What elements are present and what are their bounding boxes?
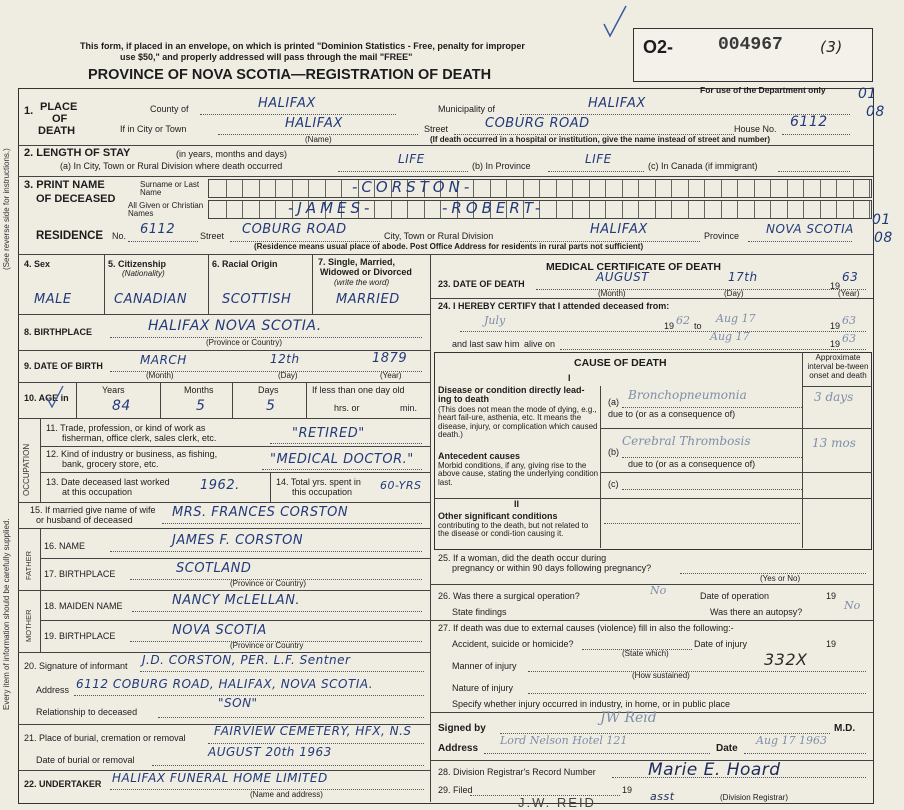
- name-grid-cell-divider: [539, 180, 540, 197]
- name-grid-cell-divider: [737, 201, 738, 218]
- name-grid-cell-divider: [440, 201, 441, 218]
- attended-to-label: to: [694, 321, 702, 331]
- occ-13-label-b: at this occupation: [62, 487, 133, 497]
- name-grid-cell-divider: [572, 201, 573, 218]
- injury-yr-prefix: 19: [826, 639, 837, 649]
- dob-year-sub: (Year): [380, 371, 402, 380]
- given-name-1: -JAMES-: [288, 199, 374, 217]
- name-grid-cell-divider: [242, 201, 243, 218]
- occ-11-label-a: 11. Trade, profession, or kind of work as: [46, 423, 206, 433]
- undertaker-label: 22. UNDERTAKER: [24, 779, 102, 789]
- md-label: M.D.: [834, 723, 856, 734]
- operation-yr-prefix: 19: [826, 591, 837, 601]
- accident-label: Accident, suicide or homicide?: [452, 639, 574, 649]
- division-registrar-label: (Division Registrar): [720, 793, 789, 802]
- name-grid-cell-divider: [704, 201, 705, 218]
- name-grid-cell-divider: [622, 180, 623, 197]
- occ-14-label-b: this occupation: [292, 487, 353, 497]
- name-grid-cell-divider: [374, 201, 375, 218]
- signer-address: Lord Nelson Hotel 121: [500, 734, 628, 747]
- dob-month: MARCH: [140, 353, 187, 367]
- alive-label-2: alive on: [524, 339, 556, 349]
- cause-title: CAUSE OF DEATH: [574, 357, 667, 369]
- name-grid-cell-divider: [688, 180, 689, 197]
- age-months-label: Months: [184, 385, 214, 395]
- name-grid-cell-divider: [605, 180, 606, 197]
- father-birthplace-value: SCOTLAND: [176, 561, 252, 576]
- municipality-value: HALIFAX: [588, 96, 646, 111]
- residence-city-label: City, Town or Rural Division: [384, 231, 494, 241]
- death-day-sub: (Day): [724, 289, 744, 298]
- city-name-sub: (Name): [305, 135, 332, 144]
- house-label: House No.: [734, 124, 777, 134]
- medical-title: MEDICAL CERTIFICATE OF DEATH: [546, 261, 721, 273]
- residence-city: HALIFAX: [590, 222, 648, 237]
- name-grid-cell-divider: [853, 180, 854, 197]
- residence-street: COBURG ROAD: [242, 222, 347, 237]
- father-birthplace-label: 17. BIRTHPLACE: [44, 569, 116, 579]
- spouse-value: MRS. FRANCES CORSTON: [172, 505, 349, 520]
- name-grid-cell-divider: [638, 201, 639, 218]
- name-grid-cell-divider: [523, 180, 524, 197]
- death-year-prefix: 19: [830, 281, 841, 291]
- stay-label-sub: (in years, months and days): [176, 149, 288, 159]
- place-label-3: DEATH: [38, 125, 76, 137]
- specify-label: Specify whether injury occurred in industry, in home, or in public place: [452, 699, 730, 709]
- stay-label: 2. LENGTH OF STAY: [24, 147, 131, 159]
- citizen-label: 5. Citizenship: [108, 259, 167, 269]
- attended-yr1-prefix: 19: [664, 321, 675, 331]
- name-grid-cell-divider: [721, 180, 722, 197]
- age-days-label: Days: [258, 385, 279, 395]
- autopsy-label: Was there an autopsy?: [710, 607, 803, 617]
- occ-14-label-a: 14. Total yrs. spent in: [276, 477, 361, 487]
- operation-date-label: Date of operation: [700, 591, 770, 601]
- sex-label: 4. Sex: [24, 259, 51, 269]
- name-grid-cell-divider: [655, 180, 656, 197]
- county-value: HALIFAX: [258, 96, 316, 111]
- age-lt-day-label: If less than one day old: [312, 385, 405, 395]
- name-grid-cell-divider: [770, 180, 771, 197]
- residence-no-label: No.: [112, 231, 127, 241]
- name-grid-cell-divider: [836, 201, 837, 218]
- name-grid-cell-divider: [737, 180, 738, 197]
- cause-roman-1: I: [568, 373, 571, 383]
- direct-cause-note: (This does not mean the mode of dying, e.g., heart fail-ure, asthenia, etc. It means the disease, injury, or complication which caused death.): [438, 405, 598, 440]
- how-sustained-label: (How sustained): [632, 671, 690, 680]
- name-grid-cell-divider: [622, 201, 623, 218]
- informant-value: J.D. CORSTON, PER. L.F. Sentner: [142, 653, 351, 667]
- stay-a-label: (a) In City, Town or Rural Division where death occurred: [60, 161, 283, 171]
- informant-address-label: Address: [36, 685, 70, 695]
- mother-birthplace-label: 19. BIRTHPLACE: [44, 631, 116, 641]
- name-grid-cell-divider: [292, 180, 293, 197]
- cause-a-label: (a): [608, 397, 619, 407]
- death-month-sub: (Month): [598, 289, 626, 298]
- residence-street-label: Street: [200, 231, 225, 241]
- pregnancy-label-b: pregnancy or within 90 days following pregnancy?: [452, 563, 652, 573]
- name-grid-cell-divider: [803, 201, 804, 218]
- dob-day: 12th: [270, 352, 300, 366]
- due-to-a: due to (or as a consequence of): [608, 409, 736, 419]
- marital-label-2: Widowed or Divorced: [320, 267, 412, 277]
- record-number-label: 28. Division Registrar's Record Number: [438, 767, 596, 777]
- occ-13-value: 1962.: [200, 478, 240, 493]
- name-grid-cell-divider: [308, 180, 309, 197]
- check-mark-icon: [600, 4, 630, 40]
- external-causes-label: 27. If death was due to external causes (violence) fill in also the following:-: [438, 623, 734, 633]
- attended-from: July: [484, 314, 506, 327]
- birthplace-label: 8. BIRTHPLACE: [24, 327, 93, 337]
- mother-maiden-value: NANCY McLELLAN.: [172, 593, 301, 608]
- mother-side-label: MOTHER: [24, 609, 33, 642]
- stamp-number: 332X: [764, 650, 808, 669]
- dob-label: 9. DATE OF BIRTH: [24, 361, 103, 371]
- occ-12-label-a: 12. Kind of industry or business, as fishing,: [46, 449, 218, 459]
- burial-value: FAIRVIEW CEMETERY, HFX, N.S: [214, 724, 412, 738]
- filed-label: 29. Filed: [438, 785, 473, 795]
- age-min-label: min.: [400, 403, 418, 413]
- due-to-b: due to (or as a consequence of): [628, 459, 756, 469]
- pregnancy-yes-no: (Yes or No): [760, 574, 801, 583]
- name-grid-cell-divider: [787, 180, 788, 197]
- name-grid-cell-divider: [259, 201, 260, 218]
- birthplace-sub: (Province or Country): [206, 338, 283, 347]
- cause-c-label: (c): [608, 479, 619, 489]
- father-country-sub: (Province or Country): [230, 579, 307, 588]
- residence-note: (Residence means usual place of abode. Post Office Address for residents in rural parts not sufficient): [254, 242, 644, 251]
- death-year: 63: [842, 270, 859, 284]
- name-grid-cell-divider: [853, 201, 854, 218]
- alive-yr: 63: [842, 332, 856, 345]
- name-grid-cell-divider: [341, 180, 342, 197]
- cause-a-value: Bronchopneumonia: [628, 388, 747, 402]
- death-date-label: 23. DATE OF DEATH: [438, 279, 525, 289]
- burial-date-label: Date of burial or removal: [36, 755, 135, 765]
- given-label: All Given or Christian Names: [128, 201, 204, 219]
- occupation-side-label: OCCUPATION: [22, 443, 31, 496]
- antecedent-label: Antecedent causes: [438, 451, 521, 461]
- sex-value: MALE: [34, 292, 72, 307]
- cause-b-label: (b): [608, 447, 619, 457]
- name-grid-cell-divider: [556, 180, 557, 197]
- name-grid-cell-divider: [820, 180, 821, 197]
- dept-code-4: 08: [874, 230, 893, 246]
- other-conditions-note: contributing to the death, but not related to the disease or condi-tion causing it.: [438, 521, 589, 539]
- occ-14-value: 60-YRS: [380, 479, 422, 492]
- mother-birthplace-value: NOVA SCOTIA: [172, 623, 267, 638]
- spouse-label-a: 15. If married give name of wife: [30, 505, 156, 515]
- other-conditions-label: Other significant conditions: [438, 511, 558, 521]
- injury-date-label: Date of injury: [694, 639, 748, 649]
- surname-label: Surname or Last Name: [140, 180, 200, 198]
- dept-code-2: 08: [866, 104, 885, 120]
- form-number: 004967: [718, 35, 783, 55]
- dept-code-1: 01: [858, 86, 877, 102]
- side-note-information: Every item of information should be carefully supplied.: [2, 518, 11, 710]
- occ-11-label-b: fisherman, office clerk, sales clerk, etc.: [62, 433, 217, 443]
- alive-label: and last saw h: [452, 339, 510, 349]
- age-years-label: Years: [102, 385, 125, 395]
- birthplace-value: HALIFAX NOVA SCOTIA.: [148, 318, 322, 334]
- municipality-label: Municipality of: [438, 104, 496, 114]
- direct-cause-label: Disease or condition directly lead-ing to death: [438, 385, 585, 405]
- undertaker-sub: (Name and address): [250, 790, 323, 799]
- death-day: 17th: [728, 270, 758, 284]
- cause-b-interval: 13 mos: [812, 436, 856, 450]
- name-grid-cell-divider: [226, 201, 227, 218]
- name-grid-cell-divider: [556, 201, 557, 218]
- name-grid-cell-divider: [325, 180, 326, 197]
- name-grid-cell-divider: [589, 180, 590, 197]
- county-label: County of: [150, 104, 189, 114]
- father-side-label: FATHER: [24, 550, 33, 580]
- cause-b-value: Cerebral Thrombosis: [622, 434, 751, 448]
- age-label: 10. AGE in: [24, 393, 69, 403]
- residence-label: RESIDENCE: [36, 230, 104, 242]
- registrar-asst: asst: [650, 790, 675, 803]
- residence-province-label: Province: [704, 231, 740, 241]
- nature-label: Nature of injury: [452, 683, 514, 693]
- age-years-value: 84: [112, 398, 131, 414]
- marital-label-1: 7. Single, Married,: [318, 257, 396, 267]
- name-grid-cell-divider: [226, 180, 227, 197]
- name-grid-cell-divider: [820, 201, 821, 218]
- attended-yr1: 62: [676, 314, 690, 327]
- street-label: Street: [424, 124, 449, 134]
- state-findings-label: State findings: [452, 607, 507, 617]
- state-which-label: (State which): [622, 649, 669, 658]
- surgery-value: No: [650, 584, 667, 597]
- residence-province: NOVA SCOTIA: [766, 222, 854, 236]
- name-grid-cell-divider: [770, 201, 771, 218]
- stay-c-label: (c) In Canada (if immigrant): [648, 161, 758, 171]
- age-months-value: 5: [196, 398, 206, 414]
- bottom-stamp: J.W. REID: [518, 795, 596, 810]
- name-grid-cell-divider: [671, 180, 672, 197]
- signed-date-label: Date: [716, 743, 738, 754]
- name-grid-cell-divider: [721, 201, 722, 218]
- signed-by-label: Signed by: [438, 723, 486, 734]
- age-days-value: 5: [266, 398, 276, 414]
- filed-yr-prefix: 19: [622, 785, 633, 795]
- dob-month-sub: (Month): [146, 371, 174, 380]
- residence-no: 6112: [140, 222, 176, 237]
- name-grid-cell-divider: [506, 180, 507, 197]
- burial-label: 21. Place of burial, cremation or removal: [24, 733, 186, 743]
- mother-maiden-label: 18. MAIDEN NAME: [44, 601, 123, 611]
- name-grid-cell-divider: [704, 180, 705, 197]
- side-note-instructions: (See reverse side for instructions.): [2, 148, 11, 270]
- stay-a-value: LIFE: [398, 152, 425, 166]
- name-grid-cell-divider: [391, 201, 392, 218]
- father-name-value: JAMES F. CORSTON: [172, 533, 304, 548]
- dept-code-3: 01: [872, 212, 891, 228]
- institution-note: (If death occurred in a hospital or institution, give the name instead of street and number): [430, 135, 771, 144]
- surname-value: -CORSTON-: [352, 178, 474, 196]
- surgery-label: 26. Was there a surgical operation?: [438, 591, 580, 601]
- dob-year: 1879: [372, 351, 408, 366]
- signer-address-label: Address: [438, 743, 479, 754]
- name-grid-cell-divider: [638, 180, 639, 197]
- alive-on: Aug 17: [710, 330, 750, 343]
- name-grid-cell-divider: [787, 201, 788, 218]
- attended-yr2-prefix: 19: [830, 321, 841, 331]
- form-title: PROVINCE OF NOVA SCOTIA—REGISTRATION OF DEATH: [88, 67, 492, 83]
- signed-date: Aug 17 1963: [756, 734, 828, 747]
- name-grid-cell-divider: [803, 180, 804, 197]
- notice-line-1: This form, if placed in an envelope, on which is printed "Dominion Statistics - Free, penalty for improper: [80, 41, 525, 51]
- signed-by-value: JW Reid: [600, 710, 657, 726]
- death-month: AUGUST: [596, 270, 650, 284]
- given-name-2: -ROBERT-: [442, 199, 545, 217]
- spouse-label-b: or husband of deceased: [36, 515, 133, 525]
- notice-line-2: use $50," and properly addressed will pass through the mail "FREE": [120, 52, 413, 62]
- name-grid-cell-divider: [424, 201, 425, 218]
- marital-label-3: (write the word): [334, 278, 390, 287]
- alive-mid: im: [510, 339, 520, 349]
- place-label-num: 1.: [24, 105, 34, 117]
- name-grid-cell-divider: [754, 180, 755, 197]
- city-value: HALIFAX: [285, 116, 343, 131]
- mother-country-sub: (Province or Country: [230, 641, 304, 650]
- form-prefix: O2-: [643, 37, 674, 57]
- occ-12-label-b: bank, grocery store, etc.: [62, 459, 159, 469]
- name-grid-cell-divider: [754, 201, 755, 218]
- death-year-sub: (Year): [838, 289, 860, 298]
- relationship-value: "SON": [218, 696, 258, 710]
- dept-use-label: For use of the Department only: [700, 85, 826, 95]
- name-label-1: 3. PRINT NAME: [24, 179, 105, 191]
- interval-label: Approximate interval be-tween onset and death: [807, 353, 869, 380]
- alive-yr-prefix: 19: [830, 339, 841, 349]
- name-grid-cell-divider: [407, 201, 408, 218]
- cause-a-interval: 3 days: [814, 390, 854, 404]
- place-label-1: PLACE: [40, 101, 78, 113]
- citizen-sub: (Nationality): [122, 269, 165, 278]
- name-grid-cell-divider: [490, 180, 491, 197]
- surname-grid: [208, 179, 872, 198]
- marital-value: MARRIED: [336, 292, 400, 307]
- place-label-2: OF: [52, 113, 68, 125]
- name-grid-cell-divider: [275, 201, 276, 218]
- registrar-signature: Marie E. Hoard: [648, 760, 781, 780]
- undertaker-value: HALIFAX FUNERAL HOME LIMITED: [112, 771, 328, 785]
- citizen-value: CANADIAN: [114, 292, 188, 307]
- house-value: 6112: [790, 114, 828, 130]
- name-grid-cell-divider: [242, 180, 243, 197]
- certify-label: 24. I HEREBY CERTIFY that I attended deceased from:: [438, 301, 670, 311]
- occ-13-label-a: 13. Date deceased last worked: [46, 477, 170, 487]
- occ-11-value: "RETIRED": [292, 426, 365, 441]
- informant-address: 6112 COBURG ROAD, HALIFAX, NOVA SCOTIA.: [76, 677, 374, 691]
- name-grid-cell-divider: [572, 180, 573, 197]
- name-grid-cell-divider: [869, 180, 870, 197]
- name-grid-cell-divider: [836, 180, 837, 197]
- name-grid-cell-divider: [589, 201, 590, 218]
- father-name-label: 16. NAME: [44, 541, 86, 551]
- manner-label: Manner of injury: [452, 661, 517, 671]
- stay-b-label: (b) In Province: [472, 161, 531, 171]
- form-number-suffix: (3): [820, 38, 843, 56]
- city-label: If in City or Town: [120, 124, 187, 134]
- pregnancy-label-a: 25. If a woman, did the death occur during: [438, 553, 607, 563]
- relationship-label: Relationship to deceased: [36, 707, 138, 717]
- name-grid-cell-divider: [275, 180, 276, 197]
- name-grid-cell-divider: [869, 201, 870, 218]
- attended-to: Aug 17: [716, 312, 756, 325]
- name-grid-cell-divider: [671, 201, 672, 218]
- stay-b-value: LIFE: [585, 152, 612, 166]
- attended-yr2: 63: [842, 314, 856, 327]
- cause-roman-2: II: [514, 499, 520, 509]
- name-label-2: OF DECEASED: [36, 193, 116, 205]
- name-grid-cell-divider: [655, 201, 656, 218]
- informant-label: 20. Signature of informant: [24, 661, 128, 671]
- autopsy-value: No: [844, 599, 861, 612]
- name-grid-cell-divider: [605, 201, 606, 218]
- racial-value: SCOTTISH: [222, 292, 292, 307]
- burial-date-value: AUGUST 20th 1963: [208, 745, 332, 759]
- occ-12-value: "MEDICAL DOCTOR.": [270, 452, 414, 467]
- antecedent-note: Morbid conditions, if any, giving rise to the above cause, stating the underlying condition last.: [438, 461, 599, 487]
- racial-label: 6. Racial Origin: [212, 259, 278, 269]
- dob-day-sub: (Day): [278, 371, 298, 380]
- name-grid-cell-divider: [259, 180, 260, 197]
- age-check-mark-icon: [44, 384, 66, 410]
- street-value: COBURG ROAD: [485, 116, 590, 131]
- age-hrs-label: hrs. or: [334, 403, 360, 413]
- name-grid-cell-divider: [688, 201, 689, 218]
